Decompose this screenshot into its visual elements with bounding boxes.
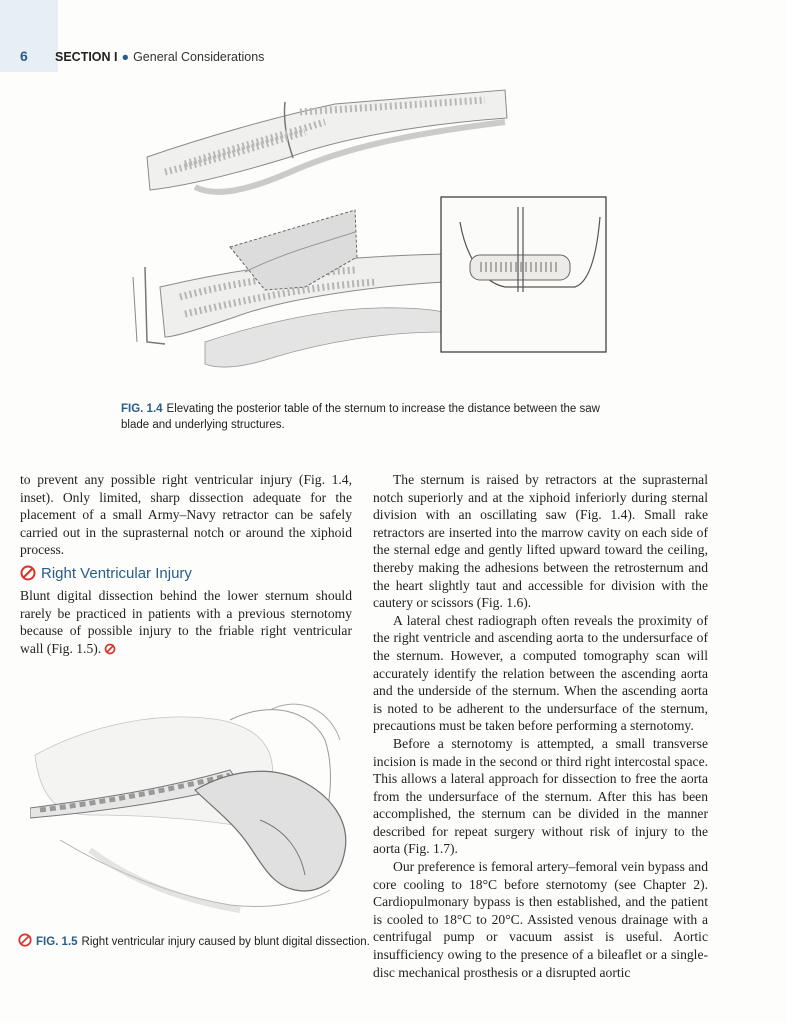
figure-1-4-caption (121, 401, 601, 433)
figure-1-4-illustration (125, 82, 615, 392)
left-column-body (20, 587, 352, 657)
left-column-top (20, 471, 352, 559)
section-title: General Considerations (133, 50, 265, 64)
left-paragraph-2-text: Blunt digital dissection behind the lower sternum should rarely be practiced in patients with a previous sternotomy because of possible injury to the friable right ventricular wall (Fig. 1.5). (20, 588, 352, 656)
figure-1-5-illustration (30, 680, 360, 930)
running-header (0, 0, 787, 72)
figure-1-4-label: FIG. 1.4 (121, 403, 163, 415)
left-paragraph-2 (20, 587, 352, 657)
right-column (373, 471, 708, 981)
right-paragraph-3: Before a sternotomy is attempted, a small transverse incision is made in the second or third right intercostal space. This allows a lateral approach for dissection to free the aorta from the undersurface of the sternum. After this has been accomplished, the sternum can be divided in the manner described for repeat surgery without risk of injury to the aorta (Fig. 1.7). (373, 735, 708, 857)
prohibition-icon (20, 565, 36, 581)
right-paragraph-4: Our preference is femoral artery–femoral vein bypass and core cooling to 18°C before sternotomy (see Chapter 2). Cardiopulmonary bypass is then established, and the patient is cooled to 18°C to 20°C. Assisted venous drainage with a centrifugal pump or vacuum assist is useful. Aortic insufficiency owing to the presence of a bileaflet or a single-disc mechanical prosthesis or a disrupted aortic (373, 859, 708, 980)
page-tab (0, 0, 58, 72)
section-heading (20, 565, 192, 582)
section-heading-text: Right Ventricular Injury (41, 565, 192, 582)
bullet-icon: ● (121, 50, 130, 64)
figure-prohibition-icon (18, 933, 32, 947)
figure-1-5-caption (18, 933, 370, 950)
figure-1-5-caption-text: Right ventricular injury caused by blunt digital dissection. (81, 936, 370, 948)
page-number: 6 (20, 48, 28, 64)
left-paragraph-1: to prevent any possible right ventricular injury (Fig. 1.4, inset). Only limited, sharp dissection adequate for the placement of a small Army–Navy retractor can be safely carried out in the suprasternal notch or around the xiphoid process. (20, 472, 352, 558)
figure-1-5-label: FIG. 1.5 (36, 936, 78, 948)
running-head (55, 50, 264, 64)
right-paragraph-2: A lateral chest radiograph often reveals the proximity of the right ventricle and ascending aorta to the undersurface of the sternum. However, a computed tomography scan will accurately identify the relation between the ascending aorta and the underside of the sternum. When the ascending aorta is noted to be adherent to the undersurface of the sternum, precautions must be taken before performing a sternotomy. (373, 612, 708, 734)
prohibition-end-icon (104, 643, 116, 655)
figure-1-4-caption-text: Elevating the posterior table of the sternum to increase the distance between the saw blade and underlying structures. (121, 403, 600, 431)
right-paragraph-1: The sternum is raised by retractors at the suprasternal notch superiorly and at the xiphoid inferiorly during sternal division with an oscillating saw (Fig. 1.4). Small rake retractors are inserted into the marrow cavity on each side of the sternal edge and gently lifted upward toward the ceiling, thereby making the adhesions between the retrosternum and the heart slightly taut and accessible for division with the cautery or scissors (Fig. 1.6). (373, 472, 708, 611)
section-label: SECTION I (55, 50, 118, 64)
